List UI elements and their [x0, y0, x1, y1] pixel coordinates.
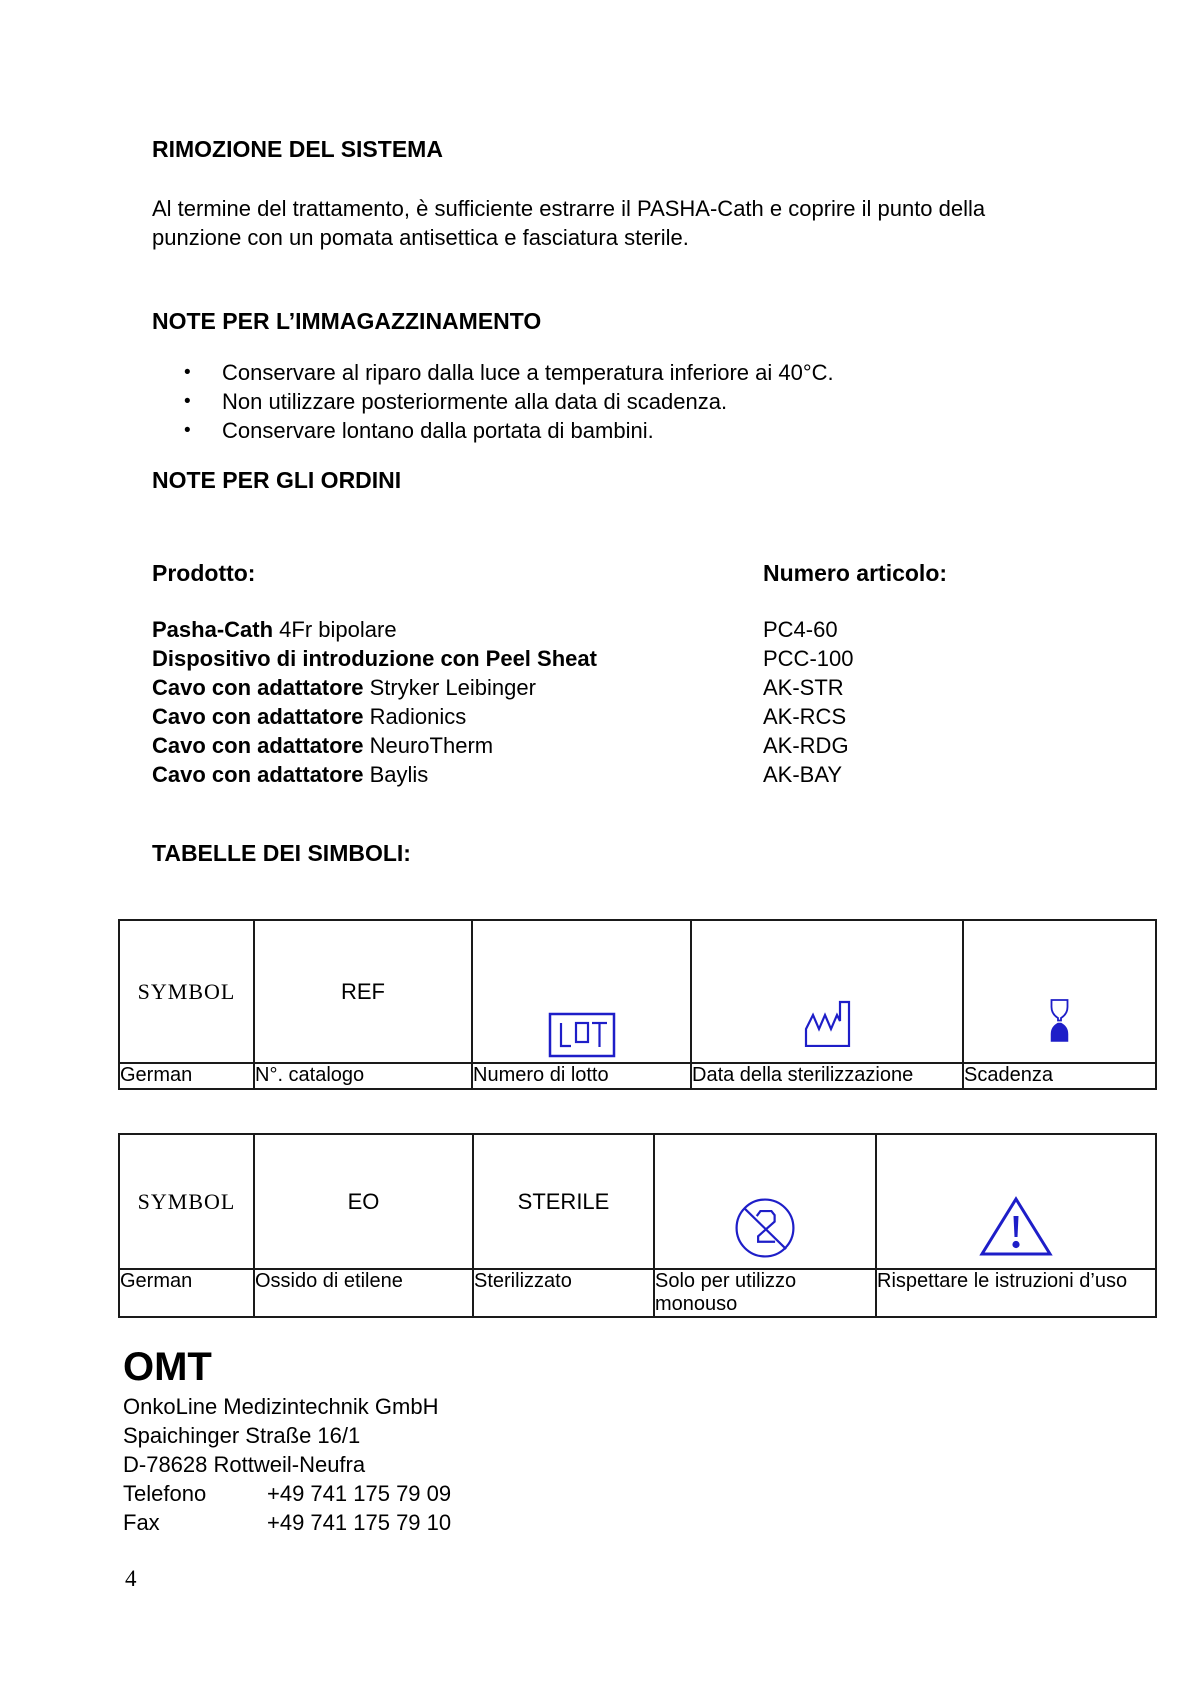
fax-number: +49 741 175 79 10	[267, 1510, 452, 1535]
article-number: PC4-60	[763, 617, 838, 642]
article-column-header: Numero articolo:	[763, 560, 948, 586]
product-row	[152, 702, 1191, 731]
product-row	[152, 673, 1191, 702]
article-number: AK-STR	[763, 675, 844, 700]
bullet-text: Non utilizzare posteriormente alla data di scadenza.	[222, 389, 728, 414]
product-row	[152, 760, 1191, 789]
table-cell: Ossido di etilene	[254, 1269, 473, 1317]
table-cell: German	[119, 1269, 254, 1317]
eo-label: EO	[347, 1188, 380, 1214]
symbol-table-2-labels	[119, 1269, 1156, 1317]
product-row	[152, 731, 1191, 760]
removal-paragraph	[152, 194, 1191, 252]
article-number: AK-RCS	[763, 704, 847, 729]
phone-label: Telefono	[123, 1481, 207, 1506]
table-cell: Rispettare le istruzioni d’uso	[876, 1269, 1156, 1317]
bullet-text: Conservare lontano dalla portata di bambini.	[222, 418, 654, 443]
fax-label: Fax	[123, 1510, 160, 1535]
manufacture-date-icon	[804, 1000, 851, 1047]
symbol-header-cell	[119, 920, 254, 1063]
bullet-text: Conservare al riparo dalla luce a temperatura inferiore ai 40°C.	[222, 360, 834, 385]
product-name-rest: NeuroTherm	[363, 733, 494, 758]
table-cell: Sterilizzato	[473, 1269, 654, 1317]
company-city: D-78628 Rottweil-Neufra	[123, 1452, 366, 1477]
product-row	[152, 644, 1191, 673]
product-name-bold: Dispositivo di introduzione con Peel Sheat	[152, 646, 597, 671]
lot-symbol-cell	[472, 920, 691, 1063]
product-name-bold: Cavo con adattatore	[152, 733, 364, 758]
table-cell: Numero di lotto	[472, 1063, 691, 1089]
product-name-rest: Baylis	[363, 762, 429, 787]
table-cell: N°. catalogo	[254, 1063, 472, 1089]
sterile-symbol-cell	[473, 1134, 654, 1269]
expiry-hourglass-icon	[1049, 998, 1070, 1043]
table-cell: Scadenza	[963, 1063, 1156, 1089]
bullet-icon: •	[184, 362, 191, 383]
symbol-table-2	[118, 1133, 1157, 1318]
list-item	[184, 416, 1191, 445]
page-number: 4	[125, 1566, 137, 1591]
product-name-bold: Pasha-Cath	[152, 617, 274, 642]
symbol-table-1	[118, 919, 1157, 1090]
symbol-label: SYMBOL	[137, 1188, 236, 1214]
section-heading-storage: NOTE PER L’IMMAGAZZINAMENTO	[152, 308, 542, 334]
sterile-label: STERILE	[517, 1188, 610, 1214]
product-name-bold: Cavo con adattatore	[152, 704, 364, 729]
table-cell: Solo per utilizzo monouso	[654, 1269, 876, 1317]
phone-number: +49 741 175 79 09	[267, 1481, 452, 1506]
removal-paragraph-line2: punzione con un pomata antisettica e fasciatura sterile.	[152, 225, 689, 250]
product-name-bold: Cavo con adattatore	[152, 675, 364, 700]
table-cell: Data della sterilizzazione	[691, 1063, 963, 1089]
product-column-header: Prodotto:	[152, 560, 256, 586]
section-heading-symbol-tables: TABELLE DEI SIMBOLI:	[152, 840, 411, 866]
order-column-headers	[152, 559, 1191, 588]
product-name-rest: Radionics	[363, 704, 467, 729]
table-cell: German	[119, 1063, 254, 1089]
article-number: PCC-100	[763, 646, 854, 671]
symbol-header-cell	[119, 1134, 254, 1269]
list-item	[184, 387, 1191, 416]
product-name-rest: 4Fr bipolare	[273, 617, 397, 642]
article-number: AK-RDG	[763, 733, 849, 758]
manufacture-date-symbol-cell	[691, 920, 963, 1063]
warning-triangle-icon	[978, 1195, 1054, 1257]
article-number: AK-BAY	[763, 762, 843, 787]
warning-symbol-cell	[876, 1134, 1156, 1269]
product-list	[0, 615, 1191, 789]
company-street: Spaichinger Straße 16/1	[123, 1423, 361, 1448]
do-not-reuse-symbol-cell	[654, 1134, 876, 1269]
bullet-icon: •	[184, 420, 191, 441]
bullet-icon: •	[184, 391, 191, 412]
product-name-rest: Stryker Leibinger	[363, 675, 536, 700]
ref-symbol-cell	[254, 920, 472, 1063]
product-row	[152, 615, 1191, 644]
list-item	[184, 358, 1191, 387]
phone-row	[123, 1479, 1191, 1508]
eo-symbol-cell	[254, 1134, 473, 1269]
fax-row	[123, 1508, 1191, 1537]
lot-batch-code-icon	[548, 1011, 616, 1059]
company-name: OnkoLine Medizintechnik GmbH	[123, 1394, 439, 1419]
expiry-symbol-cell	[963, 920, 1156, 1063]
product-name-bold: Cavo con adattatore	[152, 762, 364, 787]
section-heading-orders: NOTE PER GLI ORDINI	[152, 467, 402, 493]
do-not-reuse-icon	[732, 1195, 798, 1261]
ref-label: REF	[341, 978, 385, 1004]
storage-bullet-list	[184, 358, 1191, 445]
symbol-label: SYMBOL	[137, 978, 236, 1004]
company-footer	[123, 1346, 1191, 1537]
company-address-block	[123, 1392, 1191, 1537]
company-logo-text: OMT	[123, 1345, 212, 1389]
removal-paragraph-line1: Al termine del trattamento, è sufficiente estrarre il PASHA-Cath e coprire il punto della	[152, 196, 986, 221]
section-heading-removal: RIMOZIONE DEL SISTEMA	[152, 136, 443, 162]
symbol-table-1-labels	[119, 1063, 1156, 1089]
